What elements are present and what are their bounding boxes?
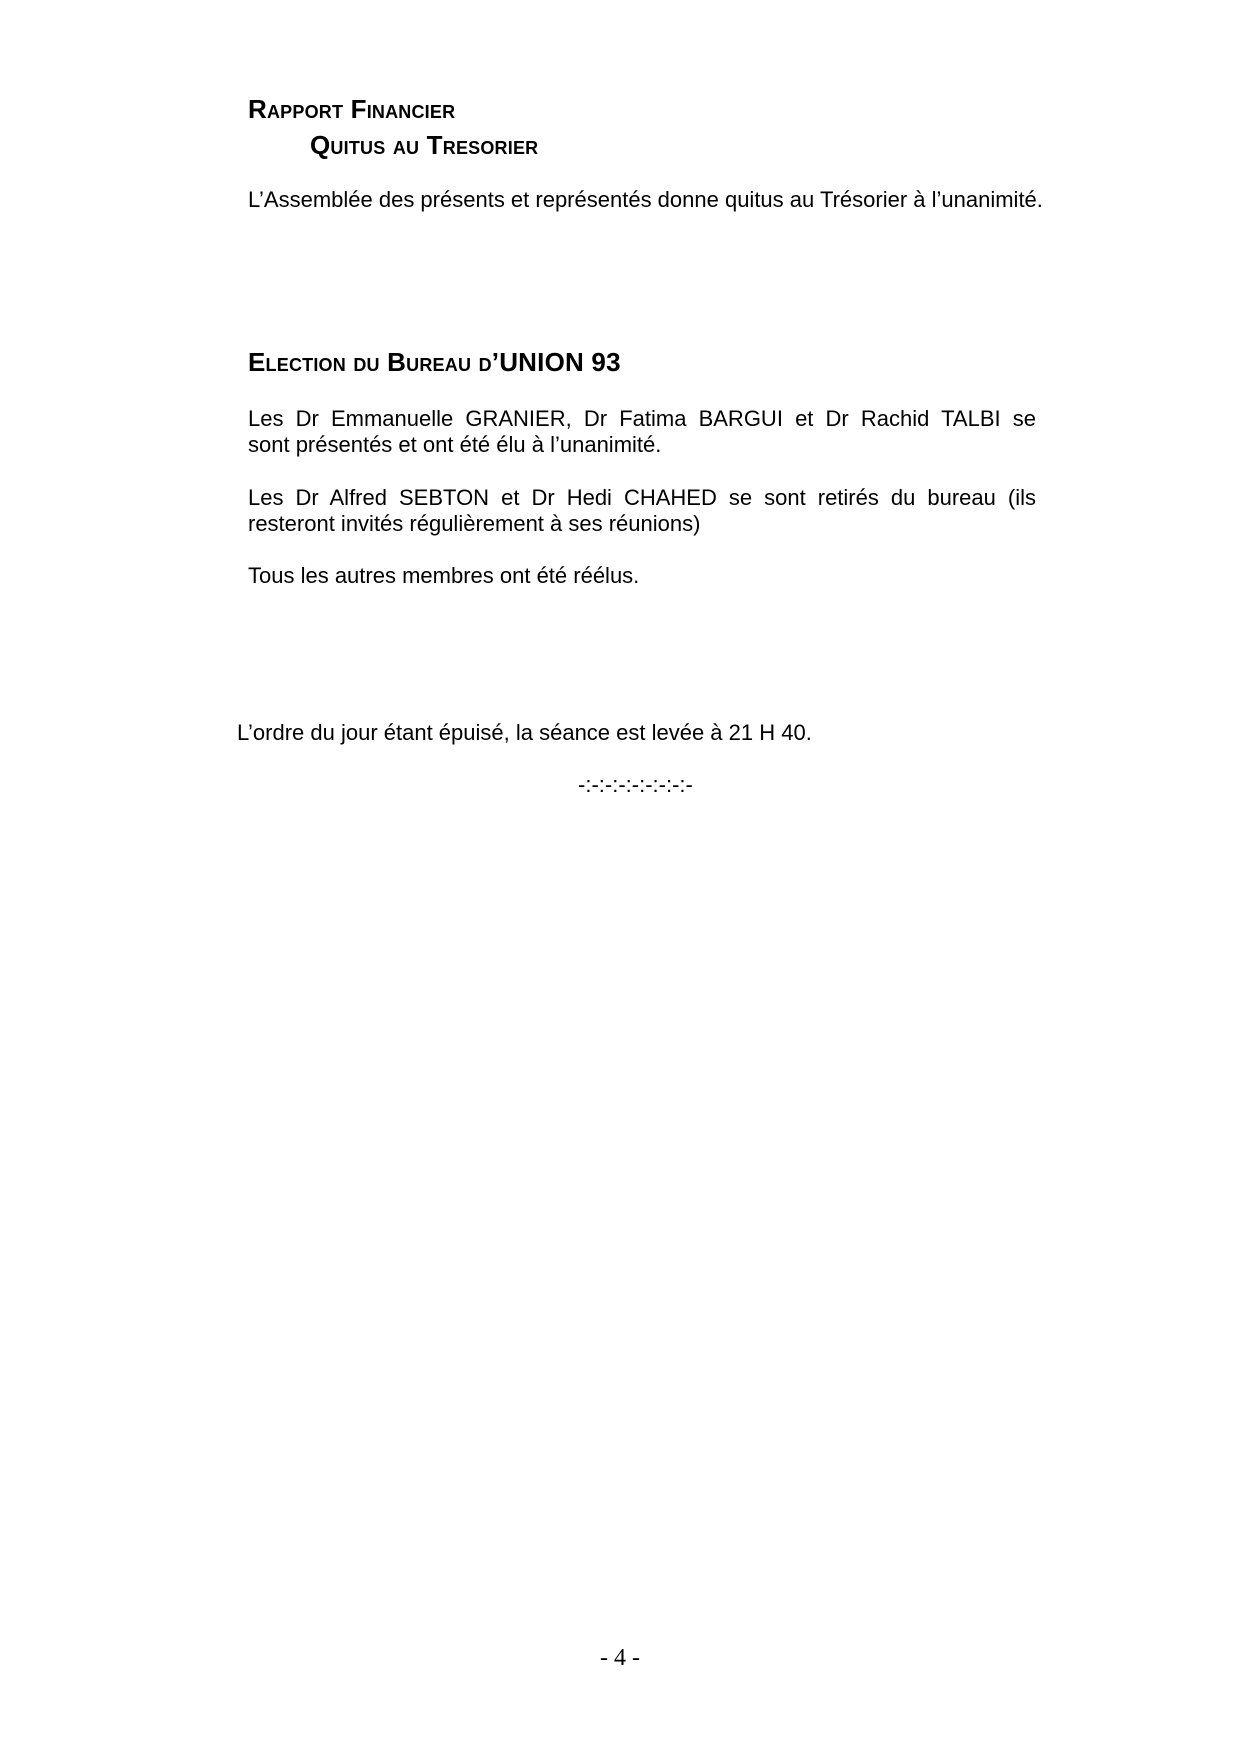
paragraph-elus xyxy=(248,406,1036,458)
paragraph-retires-line-2: resteront invités régulièrement à ses réunions) xyxy=(248,511,701,536)
section-heading-election: Election du Bureau d’UNION 93 xyxy=(248,347,621,377)
paragraph-autres-membres: Tous les autres membres ont été réélus. xyxy=(248,563,640,588)
subsection-heading-quitus: Quitus au Tresorier xyxy=(310,130,539,160)
page-number: - 4 - xyxy=(600,1645,640,1671)
separator-line: -:-:-:-:-:-:-:-:- xyxy=(578,772,693,797)
paragraph-retires-line-1: Les Dr Alfred SEBTON et Dr Hedi CHAHED se sont retirés du bureau (ils xyxy=(248,485,1036,510)
paragraph-quitus: L’Assemblée des présents et représentés donne quitus au Trésorier à l’unanimité. xyxy=(248,187,1043,212)
paragraph-retires xyxy=(248,485,1036,537)
paragraph-elus-line-1: Les Dr Emmanuelle GRANIER, Dr Fatima BARGUI et Dr Rachid TALBI se xyxy=(248,406,1036,431)
paragraph-elus-line-2: sont présentés et ont été élu à l’unanimité. xyxy=(248,432,662,457)
section-heading-rapport-financier: Rapport Financier xyxy=(248,94,456,124)
closing-statement: L’ordre du jour étant épuisé, la séance est levée à 21 H 40. xyxy=(237,720,812,745)
